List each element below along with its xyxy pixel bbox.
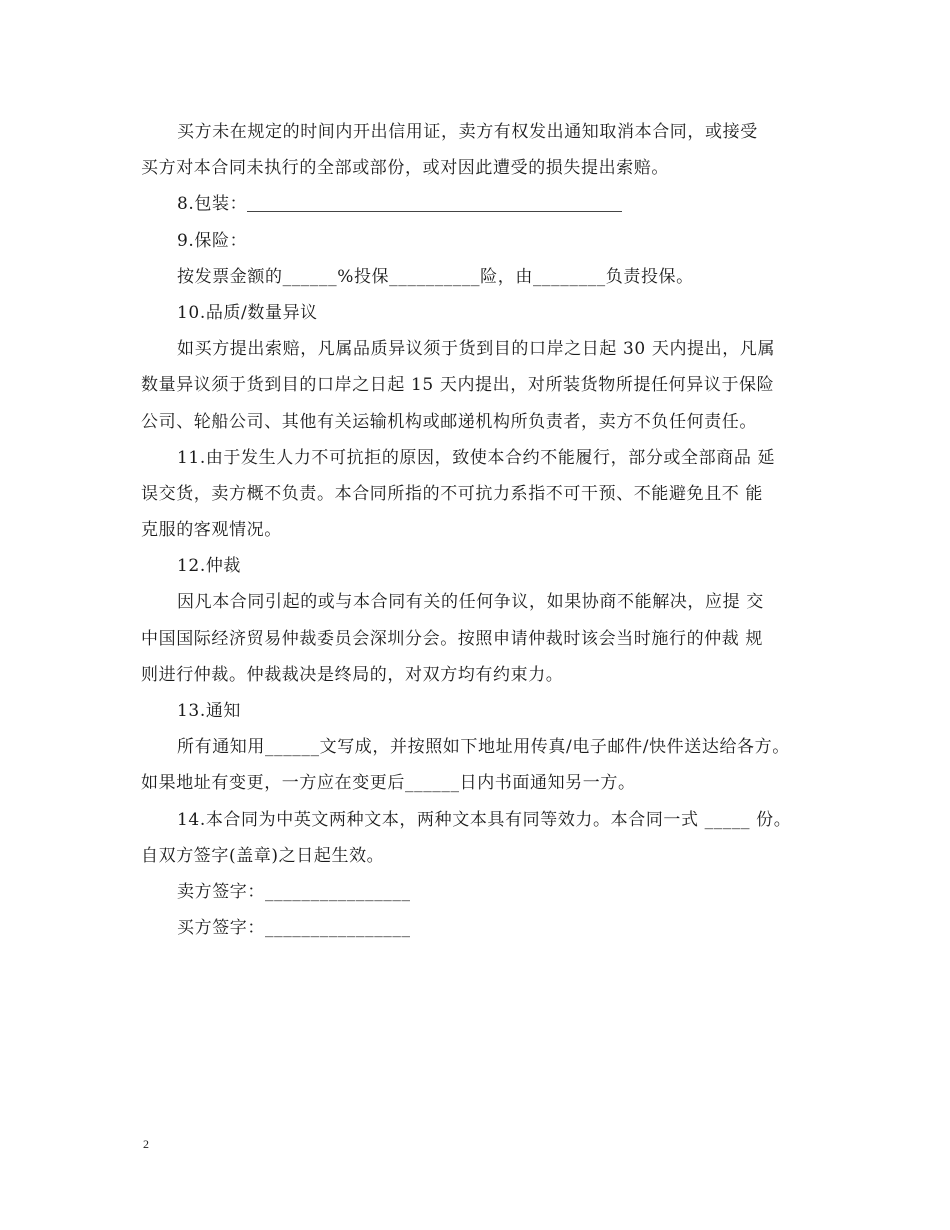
clause-9-insurance-text: 按发票金额的______%投保__________险，由________负责投保。 — [177, 266, 694, 287]
contract-body — [141, 114, 821, 946]
clause-12-text-line-2: 中国国际经济贸易仲裁委员会深圳分会。按照申请仲裁时该会当时施行的仲裁 规 — [141, 628, 764, 649]
clause-9-insurance-heading: 9.保险： — [177, 230, 248, 251]
clause-7-text-line-1: 买方未在规定的时间内开出信用证，卖方有权发出通知取消本合同，或接受 — [177, 122, 758, 142]
clause-11-text-line-3: 克服的客观情况。 — [141, 520, 282, 541]
clause-12-text-line-3: 则进行仲裁。仲裁裁决是终局的，对双方均有约束力。 — [141, 664, 564, 685]
clause-14-text-line-1: 14.本合同为中英文两种文本，两种文本具有同等效力。本合同一式 _____ 份。 — [177, 809, 792, 830]
clause-11-text-line-2: 误交货，卖方概不负责。本合同所指的不可抗力系指不可干预、不能避免且不 能 — [141, 483, 764, 504]
clause-11-text-line-1: 11.由于发生人力不可抗拒的原因，致使本合约不能履行，部分或全部商品 延 — [177, 447, 776, 468]
clause-12-heading: 12.仲裁 — [177, 556, 242, 577]
clause-10-text-line-2: 数量异议须于货到目的口岸之日起 15 天内提出，对所装货物所提任何异议于保险 — [141, 375, 775, 396]
page-number: 2 — [143, 1137, 149, 1151]
clause-10-heading: 10.品质/数量异议 — [177, 302, 318, 323]
packing-blank — [247, 210, 622, 212]
clause-13-text-line-2: 如果地址有变更，一方应在变更后______日内书面通知另一方。 — [141, 773, 636, 794]
buyer-signature-line: 买方签字：________________ — [177, 918, 411, 939]
seller-signature-line: 卖方签字：________________ — [177, 881, 411, 902]
clause-13-text-line-1: 所有通知用______文写成，并按照如下地址用传真/电子邮件/快件送达给各方。 — [177, 737, 790, 758]
clause-10-text-line-3: 公司、轮船公司、其他有关运输机构或邮递机构所负责者，卖方不负任何责任。 — [141, 411, 757, 432]
clause-14-text-line-2: 自双方签字(盖章)之日起生效。 — [141, 845, 385, 866]
clause-13-heading: 13.通知 — [177, 701, 242, 721]
clause-8-label: 8.包装： — [177, 194, 248, 215]
clause-8-packing — [141, 186, 821, 222]
clause-7-text-line-2: 买方对本合同未执行的全部或部份，或对因此遭受的损失提出索赔。 — [141, 158, 669, 179]
clause-10-text-line-1: 如买方提出索赔，凡属品质异议须于货到目的口岸之日起 30 天内提出，凡属 — [177, 339, 776, 360]
clause-12-text-line-1: 因凡本合同引起的或与本合同有关的任何争议，如果协商不能解决，应提 交 — [177, 592, 764, 613]
